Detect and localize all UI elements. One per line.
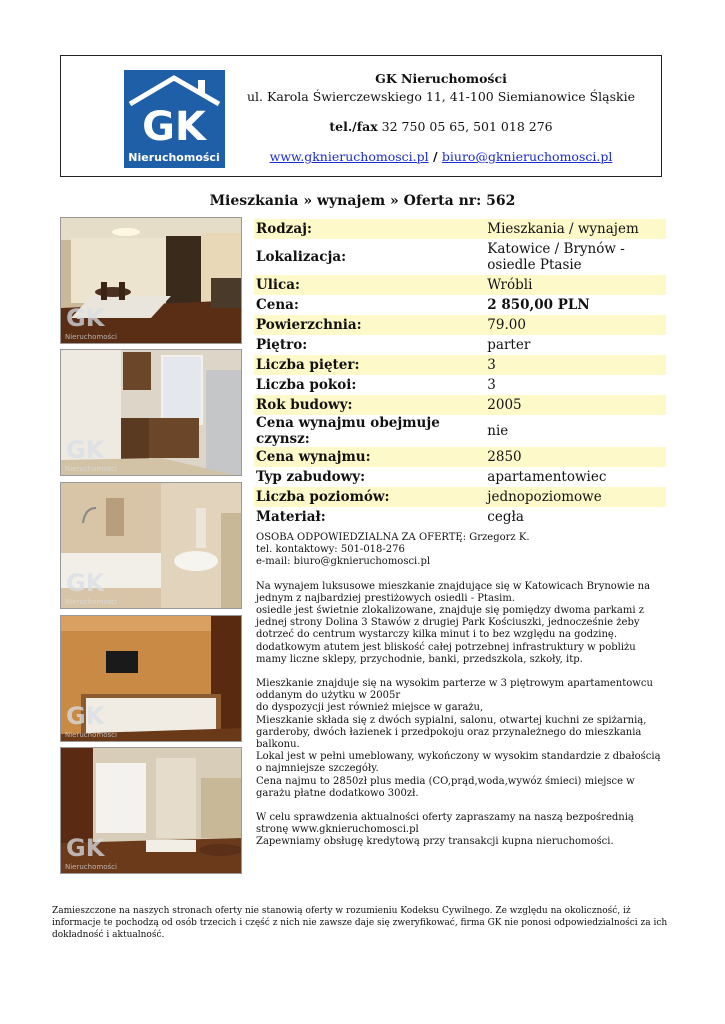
property-row-price [254,295,666,315]
company-links [241,148,641,166]
property-label: Cena wynajmu: [254,447,485,467]
offer-title: Mieszkania » wynajem » Oferta nr: 562 [209,193,516,209]
property-row-location [254,239,666,275]
description-line: Na wynajem luksusowe mieszkanie znajdujące się w Katowicach Brynowie na jednym z najbardziej prestiżowych osiedli - Ptasim. [256,580,651,604]
description-line: Mieszkanie znajduje się na wysokim parterze w 3 piętrowym apartamentowcu oddanym do użytku w 2005r [256,678,653,702]
description-paragraph [256,581,666,666]
logo-subtext: Nieruchomości [128,151,220,164]
property-label: Cena: [256,297,299,313]
property-label: Lokalizacja: [256,249,347,265]
property-value: Mieszkania / wynajem [485,219,666,239]
logo-text: GK [142,104,206,150]
property-details-table [254,219,666,527]
contact-info [256,532,666,569]
property-row-rooms [254,375,666,395]
property-value: 3 [485,355,666,375]
property-row-floor [254,335,666,355]
description-line: Lokal jest w pełni umeblowany, wykończony w wysokim standardzie z dbałością o najmniejsze szczegóły. [256,751,661,775]
links-separator: / [428,149,442,164]
photo-bedroom[interactable] [60,615,242,742]
photo-watermark-sub: Nieruchomości [65,598,117,606]
property-row-building-type [254,467,666,487]
property-row-area [254,315,666,335]
company-phone [241,118,641,136]
contact-email: e-mail: biuro@gknieruchomosci.pl [256,556,431,568]
property-row-street [254,275,666,295]
photo-watermark: GK [66,304,105,332]
property-label: Materiał: [256,509,326,525]
phone-numbers: 32 750 05 65, 501 018 276 [377,119,553,134]
description-line: osiedle jest świetnie zlokalizowane, znajduje się pomiędzy dwoma parkami z jednej strony Dolina 3 Stawów z drugiej Park Kościuszki, jednocześnie żeby dotrzeć do centrum wystarczy kilka minut i to bez względu na godzinę. [256,605,644,641]
property-label: Liczba poziomów: [254,487,485,507]
property-row-rent-price [254,447,666,467]
photo-watermark: GK [66,702,105,730]
property-value: Katowice / Brynów - osiedle Ptasie [487,241,625,273]
property-label: Liczba pięter: [254,355,485,375]
description-line: Mieszkanie składa się z dwóch sypialni, salonu, otwartej kuchni ze spiżarnią, garderoby, dwóch łazienek i przedpokoju oraz przynależnego do mieszkania balkonu. [256,714,647,751]
property-value: 79.00 [485,315,666,335]
property-row-rent-includes [254,415,666,447]
description-line: dodatkowym atutem jest bliskość całej potrzebnej infrastruktury w pobliżu mamy liczne sklepy, przychodnie, banki, przedszkola, szkoły, itp. [256,641,636,665]
property-label: Powierzchnia: [254,315,485,335]
property-value: 2 850,00 PLN [487,297,590,313]
property-value: parter [487,337,531,353]
property-label: Piętro: [256,337,308,353]
description-line: W celu sprawdzenia aktualności oferty zapraszamy na naszą bezpośrednią stronę www.gknieruchomosci.pl [256,812,634,836]
property-row-material [254,507,666,527]
photo-watermark-sub: Nieruchomości [65,465,117,473]
website-link[interactable]: www.gknieruchomosci.pl [269,149,429,164]
company-address: ul. Karola Świerczewskiego 11, 41-100 Siemianowice Śląskie [246,89,636,104]
property-row-floors-count [254,355,666,375]
legal-disclaimer: Zamieszczone na naszych stronach oferty nie stanowią oferty w rozumieniu Kodeksu Cywilnego. Ze względu na okoliczność, iż informacje te pochodzą od osób trzecich i część z nich nie zawsze daje się zweryfikować, firma GK nie ponosi odpowiedzialności za ich dokładność i aktualność. [52,906,668,940]
photo-living-room[interactable] [60,217,242,344]
property-value: apartamentowiec [487,469,607,485]
property-value: 3 [487,377,496,393]
property-value: 2850 [485,447,666,467]
photo-watermark-sub: Nieruchomości [65,863,117,871]
description-paragraph [256,812,666,849]
company-header [60,55,662,177]
property-label: Ulica: [254,275,485,295]
property-value: 2005 [485,395,666,415]
photo-watermark: GK [66,436,105,464]
gk-logo [124,70,225,168]
property-label: Typ zabudowy: [256,469,366,485]
photo-room[interactable] [60,747,242,874]
company-name: GK Nieruchomości [375,71,507,86]
property-value: nie [487,423,509,439]
description-line: Zapewniamy obsługę kredytową przy transakcji kupna nieruchomości. [256,836,614,848]
header-info [241,70,641,166]
offer-description [256,532,666,861]
property-label: Rok budowy: [254,395,485,415]
contact-person: OSOBA ODPOWIEDZIALNA ZA OFERTĘ: Grzegorz K. [256,532,530,543]
email-link[interactable]: biuro@gknieruchomosci.pl [441,149,613,164]
property-value: jednopoziomowe [485,487,666,507]
photo-watermark-sub: Nieruchomości [65,731,117,739]
photo-watermark-sub: Nieruchomości [65,333,117,341]
property-label: Cena wynajmu obejmuje czynsz: [256,415,440,447]
property-row-levels [254,487,666,507]
photo-bathroom[interactable] [60,482,242,609]
description-line: Cena najmu to 2850zł plus media (CO,prąd,woda,wywóz śmieci) miejsce w garażu płatne dodatkowo 300zł. [256,775,635,799]
property-row-year-built [254,395,666,415]
photo-watermark: GK [66,834,105,862]
photo-watermark: GK [66,569,105,597]
description-line: do dyspozycji jest również miejsce w garażu, [256,702,484,714]
property-value: Wróbli [485,275,666,295]
phone-label: tel./fax [329,119,378,134]
description-paragraph [256,678,666,800]
property-label: Rodzaj: [254,219,485,239]
contact-phone: tel. kontaktowy: 501-018-276 [256,544,405,556]
property-label: Liczba pokoi: [256,377,357,393]
property-row-type [254,219,666,239]
photo-kitchen[interactable] [60,349,242,476]
property-value: cegła [487,509,524,525]
